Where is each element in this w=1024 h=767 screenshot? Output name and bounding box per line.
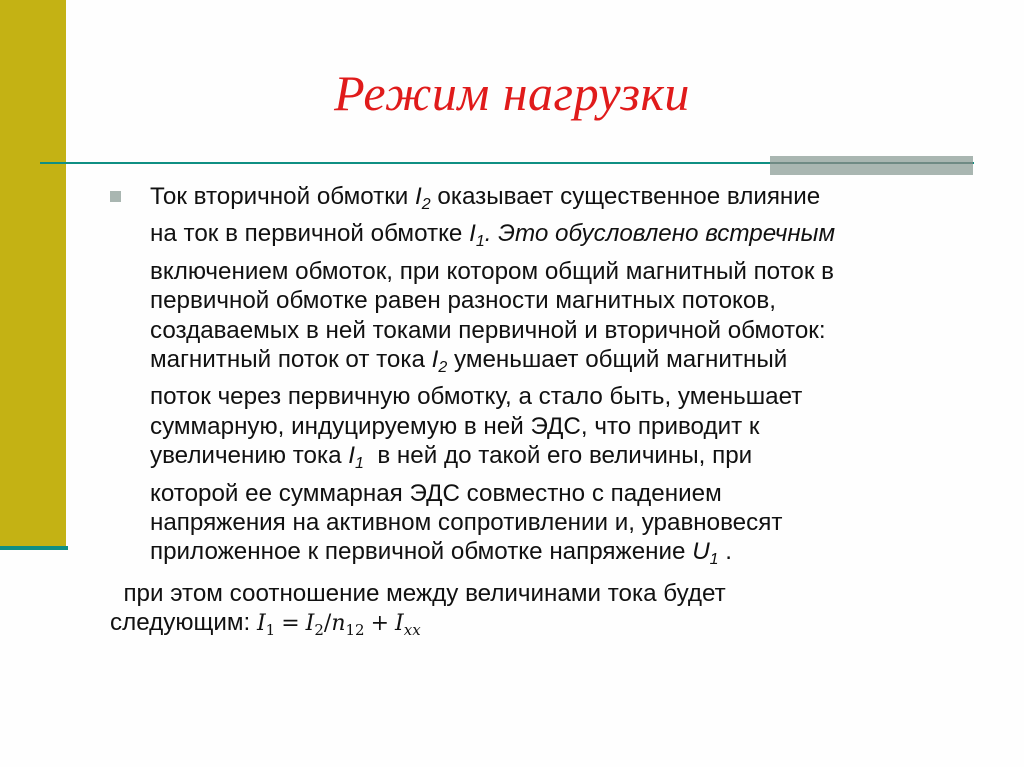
text-line: Ток вторичной обмотки $I_2$ оказывает существенное влияние bbox=[150, 183, 821, 213]
bullet-square-icon bbox=[110, 191, 121, 202]
text-line: включением обмоток, при котором общий магнитный поток в bbox=[150, 257, 835, 285]
text-line: увеличению тока $I_1$ в ней до такой его величины, при bbox=[150, 442, 753, 473]
text-line: напряжения на активном сопротивлении и, уравновесят bbox=[150, 509, 783, 537]
divider-accent-block bbox=[770, 156, 973, 175]
text-line: следующим: $I_1 = I_2/n_{12} + I_{xx}$ bbox=[110, 609, 421, 640]
text-line: при этом соотношение между величинами тока будет bbox=[110, 579, 726, 607]
text-line: суммарную, индуцируемую в ней ЭДС, что приводит к bbox=[150, 412, 760, 440]
left-accent-line bbox=[0, 546, 68, 550]
relation-paragraph bbox=[110, 579, 940, 646]
text-line: первичной обмотке равен разности магнитных потоков, bbox=[150, 287, 776, 315]
slide-body bbox=[110, 182, 940, 646]
text-line: на ток в первичной обмотке $I_1$. Это обусловлено встречным bbox=[150, 220, 836, 251]
text-line: которой ее суммарная ЭДС совместно с падением bbox=[150, 479, 722, 507]
slide-title: Режим нагрузки bbox=[334, 65, 690, 121]
current-formula: $I_1 = I_2/n_{12} + I_{xx}$ bbox=[256, 611, 421, 640]
text-line: приложенное к первичной обмотке напряжение $U_1$ . bbox=[150, 538, 733, 569]
text-line: магнитный поток от тока $I_2$ уменьшает общий магнитный bbox=[150, 346, 788, 377]
text-line: поток через первичную обмотку, а стало быть, уменьшает bbox=[150, 383, 803, 411]
text-line: создаваемых в ней токами первичной и вторичной обмоток: bbox=[150, 316, 826, 344]
divider-accent-line bbox=[770, 162, 973, 164]
bullet-paragraph bbox=[150, 182, 940, 575]
